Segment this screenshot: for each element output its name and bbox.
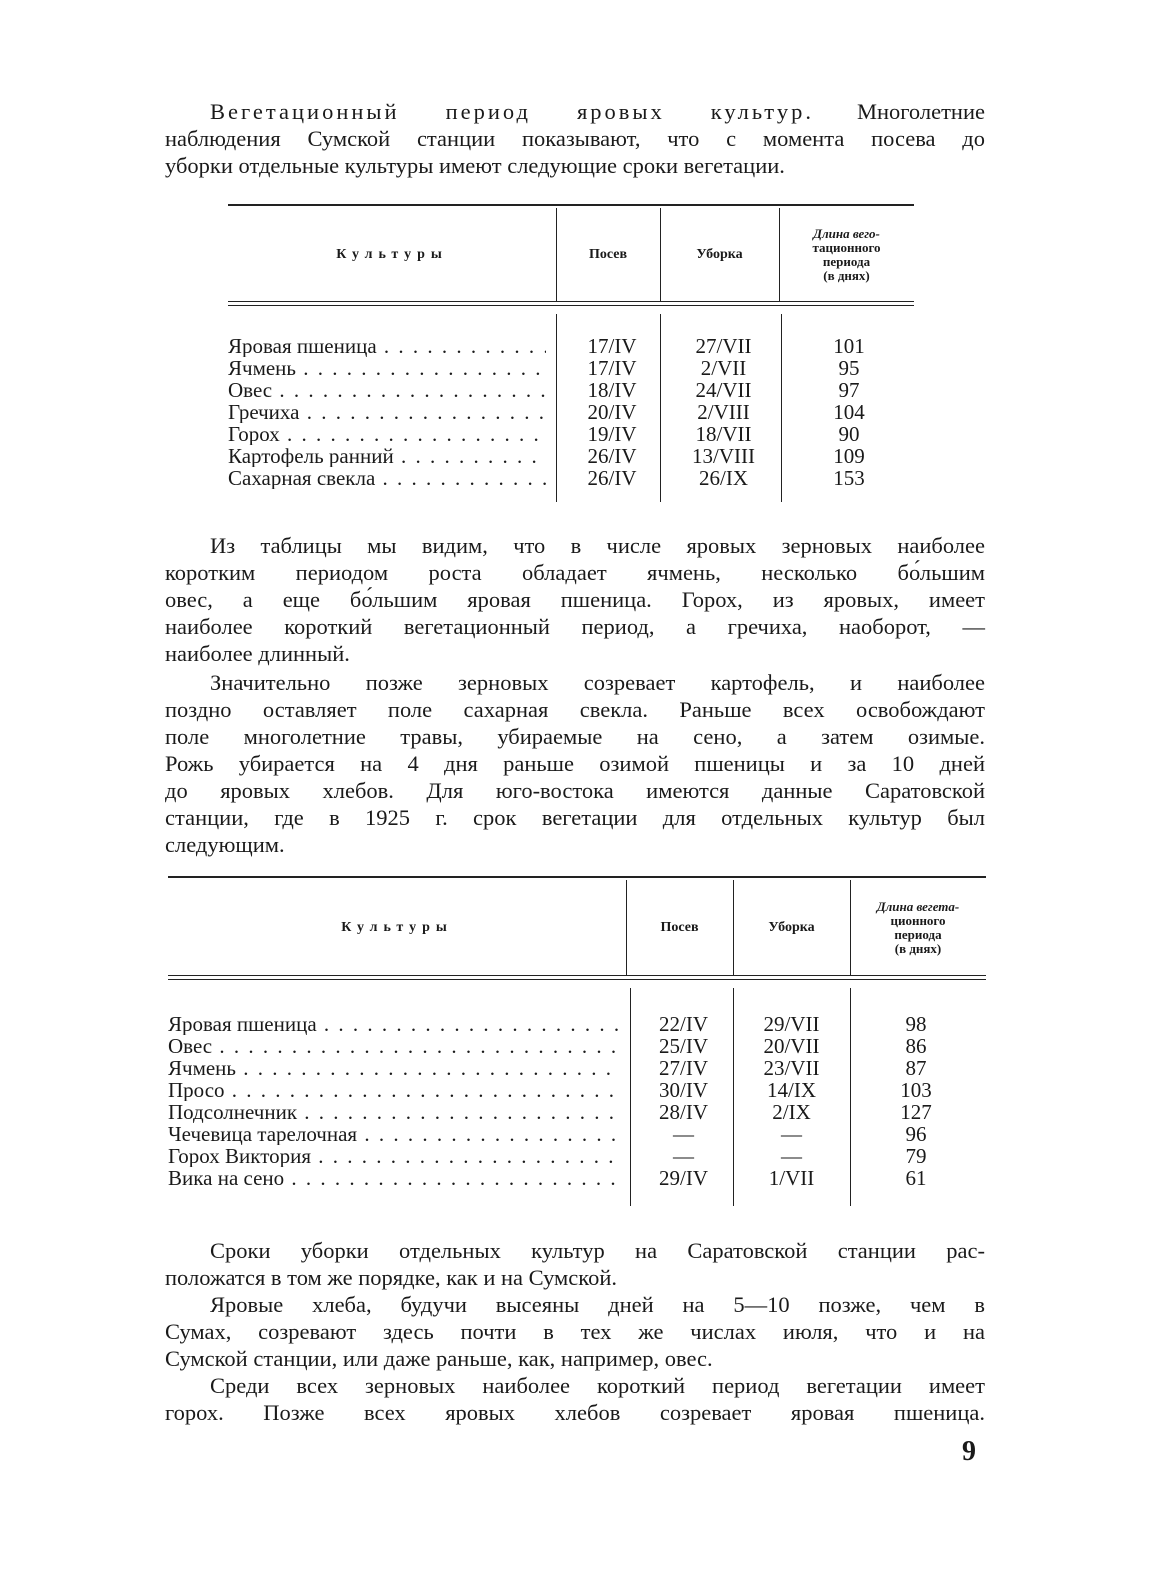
table-row	[168, 1101, 986, 1123]
row-harvest: 1/VII	[768, 1166, 815, 1190]
table-row	[228, 423, 914, 445]
row-sowing: 30/IV	[659, 1078, 708, 1102]
row-days: 90	[838, 422, 860, 446]
row-harvest: 14/IX	[767, 1078, 816, 1102]
row-name: Горох . . .	[228, 423, 546, 445]
row-sowing: 28/IV	[659, 1100, 708, 1124]
p2-line-5: наиболее длинный.	[165, 641, 350, 666]
row-name: Картофель ранний . . .	[228, 445, 546, 467]
row-harvest: 26/IX	[699, 466, 748, 490]
row-days: 98	[905, 1012, 927, 1036]
row-harvest: —	[781, 1122, 802, 1146]
intro-paragraph	[165, 98, 985, 179]
table-row	[228, 401, 914, 423]
row-sowing: 17/IV	[587, 356, 637, 380]
intro-heading: Вегетационный период яровых культур.	[210, 99, 814, 124]
row-sowing: 25/IV	[659, 1034, 708, 1058]
table-row	[228, 379, 914, 401]
row-name: Чечевица тарелочная . . .	[168, 1123, 620, 1145]
table2-header-length	[850, 880, 986, 975]
row-name: Вика на сено . . .	[168, 1167, 620, 1189]
row-harvest: 20/VII	[763, 1034, 820, 1058]
table-row	[168, 1123, 986, 1145]
row-days: 103	[900, 1078, 932, 1102]
table1-header-harvest: Уборка	[696, 247, 743, 262]
p2-line-2: коротким периодом роста обладает ячмень, несколько бо́льшим	[165, 560, 985, 585]
table2-top-rule	[168, 876, 986, 878]
row-sowing: 26/IV	[587, 466, 637, 490]
p5-line-3: Сумской станции, или даже раньше, как, например, овес.	[165, 1346, 713, 1371]
row-days: 153	[833, 466, 865, 490]
row-sowing: —	[673, 1144, 694, 1168]
row-days: 97	[838, 378, 860, 402]
row-harvest: 27/VII	[695, 334, 752, 358]
table1-header-length-4: (в днях)	[823, 267, 870, 283]
p5-line-2: Сумах, созревают здесь почти в тех же числах июля, что и на	[165, 1319, 985, 1344]
paragraph-3	[165, 669, 985, 858]
table-row	[228, 335, 914, 357]
row-days: 79	[905, 1144, 927, 1168]
table2-header-length-3: периода	[894, 926, 942, 942]
row-harvest: 2/IX	[772, 1100, 811, 1124]
row-sowing: 29/IV	[659, 1166, 708, 1190]
row-name: Подсолнечник . . .	[168, 1101, 620, 1123]
row-name: Овес . . .	[228, 379, 546, 401]
row-sowing: 19/IV	[587, 422, 637, 446]
intro-line-3: уборки отдельные культуры имеют следующие сроки вегетации.	[165, 153, 785, 178]
table-row	[228, 445, 914, 467]
paragraph-2	[165, 532, 985, 667]
p6-line-2: горох. Позже всех яровых хлебов созревает яровая пшеница.	[165, 1400, 985, 1425]
p4-line-1: Сроки уборки отдельных культур на Саратовской станции рас-	[210, 1238, 985, 1263]
page-number: 9	[962, 1436, 976, 1467]
p2-line-3: овес, а еще бо́льшим яровая пшеница. Горох, из яровых, имеет	[165, 587, 985, 612]
row-harvest: 13/VIII	[692, 444, 755, 468]
table2-header-rule	[168, 975, 986, 980]
table-row	[228, 467, 914, 489]
row-name: Сахарная свекла . . .	[228, 467, 546, 489]
row-harvest: 23/VII	[763, 1056, 820, 1080]
table1-top-rule	[228, 204, 914, 206]
row-days: 109	[833, 444, 865, 468]
table1-header-rule	[228, 301, 914, 306]
row-days: 87	[905, 1056, 927, 1080]
p3-line-1: Значительно позже зерновых созревает картофель, и наиболее	[210, 670, 985, 695]
row-days: 61	[905, 1166, 927, 1190]
row-harvest: —	[781, 1144, 802, 1168]
row-sowing: —	[673, 1122, 694, 1146]
table2-header-sowing: Посев	[660, 920, 699, 935]
table-row	[228, 357, 914, 379]
table-row	[168, 1013, 986, 1035]
table-row	[168, 1079, 986, 1101]
paragraph-5	[165, 1291, 985, 1372]
table-row	[168, 1035, 986, 1057]
table1-header-culture: Культуры	[336, 247, 448, 262]
p3-line-5: до яровых хлебов. Для юго-востока имеются данные Саратовской	[165, 778, 985, 803]
row-days: 96	[905, 1122, 927, 1146]
row-sowing: 18/IV	[587, 378, 637, 402]
row-name: Просо . . .	[168, 1079, 620, 1101]
table2-header-culture: Культуры	[341, 920, 453, 935]
p3-line-3: поле многолетние травы, убираемые на сено, а затем озимые.	[165, 724, 985, 749]
row-sowing: 22/IV	[659, 1012, 708, 1036]
p3-line-2: поздно оставляет поле сахарная свекла. Раньше всех освобождают	[165, 697, 985, 722]
row-sowing: 20/IV	[587, 400, 637, 424]
table-row	[168, 1145, 986, 1167]
intro-line-2: наблюдения Сумской станции показывают, что с момента посева до	[165, 126, 985, 151]
p2-line-4: наиболее короткий вегетационный период, а гречиха, наоборот, —	[165, 614, 985, 639]
row-harvest: 2/VII	[700, 356, 747, 380]
row-name: Ячмень . . .	[228, 357, 546, 379]
table2-header-length-2: ционного	[890, 912, 946, 928]
row-name: Овес . . .	[168, 1035, 620, 1057]
row-name: Гречиха . . .	[228, 401, 546, 423]
row-name: Горох Виктория . . .	[168, 1145, 620, 1167]
row-days: 86	[905, 1034, 927, 1058]
row-harvest: 18/VII	[695, 422, 752, 446]
p6-line-1: Среди всех зерновых наиболее короткий период вегетации имеет	[210, 1373, 985, 1398]
row-harvest: 24/VII	[695, 378, 752, 402]
row-name: Яровая пшеница . . .	[168, 1013, 620, 1035]
table1-header-length	[779, 208, 914, 301]
row-sowing: 26/IV	[587, 444, 637, 468]
row-sowing: 17/IV	[587, 334, 637, 358]
row-sowing: 27/IV	[659, 1056, 708, 1080]
table2-header-length-1: Длина вегета-	[876, 898, 960, 914]
row-name: Ячмень . . .	[168, 1057, 620, 1079]
table1-header-length-2: тационного	[812, 239, 881, 255]
row-days: 104	[833, 400, 865, 424]
row-harvest: 2/VIII	[697, 400, 750, 424]
p3-line-7: следующим.	[165, 832, 285, 857]
p3-line-4: Рожь убирается на 4 дня раньше озимой пшеницы и за 10 дней	[165, 751, 985, 776]
table1-header-length-1: Длина вего-	[813, 225, 880, 241]
table-row	[168, 1167, 986, 1189]
table-row	[168, 1057, 986, 1079]
table1-header-length-3: периода	[822, 253, 871, 269]
table1-header-sowing: Посев	[588, 247, 628, 262]
intro-line-1	[165, 98, 985, 125]
row-days: 127	[900, 1100, 932, 1124]
paragraph-4	[165, 1237, 985, 1291]
p3-line-6: станции, где в 1925 г. срок вегетации для отдельных культур был	[165, 805, 985, 830]
row-days: 101	[833, 334, 865, 358]
paragraph-6	[165, 1372, 985, 1426]
row-harvest: 29/VII	[763, 1012, 820, 1036]
table2-header-length-4: (в днях)	[894, 940, 942, 956]
p4-line-2: положатся в том же порядке, как и на Сумской.	[165, 1265, 617, 1290]
row-days: 95	[838, 356, 860, 380]
p2-line-1: Из таблицы мы видим, что в числе яровых зерновых наиболее	[210, 533, 985, 558]
row-name: Яровая пшеница . . .	[228, 335, 546, 357]
intro-line-1-rest: Многолетние	[856, 99, 985, 124]
table2-header-harvest: Уборка	[768, 920, 815, 935]
p5-line-1: Яровые хлеба, будучи высеяны дней на 5—10 позже, чем в	[210, 1292, 985, 1317]
